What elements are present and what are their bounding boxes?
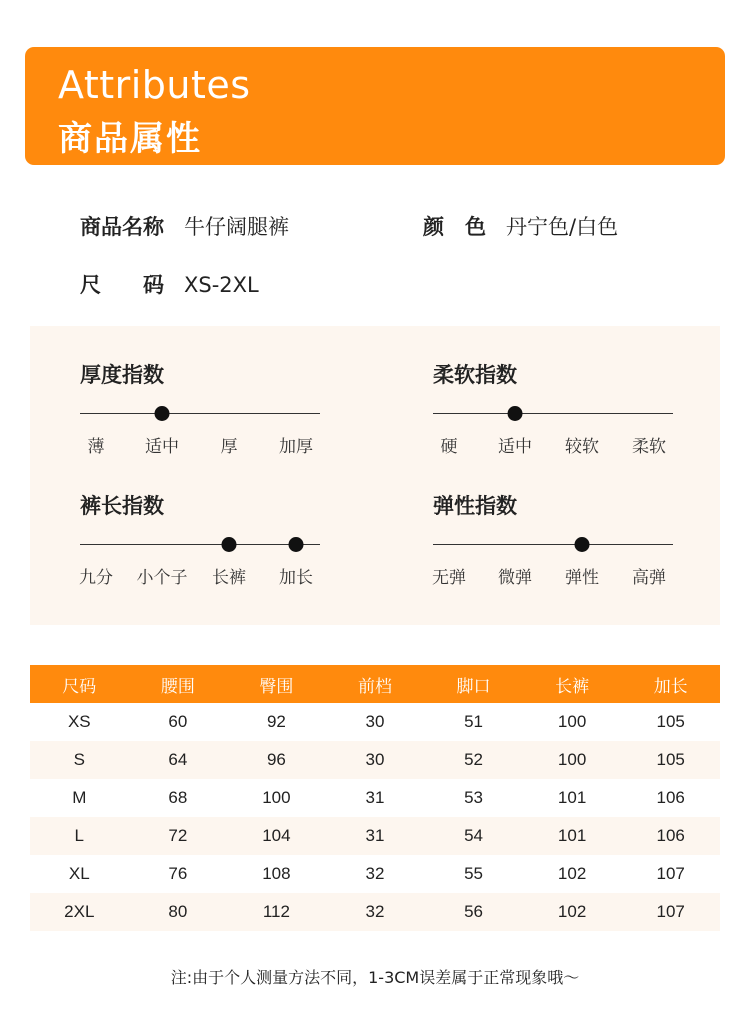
product-name-key: 商品名称: [80, 215, 164, 239]
gauge-marker: [289, 537, 304, 552]
column-header: 前档: [326, 665, 425, 703]
table-cell: 31: [326, 817, 425, 855]
length-gauge: [79, 490, 320, 588]
size-table-body: [30, 703, 720, 931]
attributes-banner: [25, 47, 725, 165]
table-cell: 76: [168, 864, 188, 883]
softness-gauge: [433, 359, 673, 457]
color-value: 丹宁色/白色: [506, 215, 619, 239]
table-cell: 32: [326, 893, 425, 931]
table-row: [30, 741, 720, 779]
table-cell: 100: [262, 788, 291, 807]
gauge-label: 柔软: [632, 437, 666, 457]
gauge-track: [80, 413, 320, 414]
table-cell: 102: [557, 864, 587, 883]
table-cell: S: [30, 741, 129, 779]
table-cell: 53: [464, 788, 483, 807]
table-cell: 96: [227, 741, 326, 779]
table-cell: 105: [621, 741, 720, 779]
table-row: [30, 779, 720, 817]
table-row: [30, 855, 720, 893]
table-cell: 72: [129, 817, 228, 855]
table-cell: M: [72, 788, 87, 807]
gauge-label: 较软: [565, 437, 599, 457]
gauge-marker: [575, 537, 590, 552]
gauge-label: 九分: [79, 568, 113, 588]
gauge-marker: [508, 406, 523, 421]
table-cell: 92: [266, 712, 286, 731]
gauge-title: 柔软指数: [433, 363, 517, 387]
table-cell: 102: [523, 893, 622, 931]
table-cell: 105: [656, 712, 685, 731]
table-cell: L: [30, 817, 129, 855]
size-key: 尺 码: [80, 273, 164, 297]
gauge-label: 加长: [279, 568, 313, 588]
color-row: [423, 211, 618, 241]
table-cell: 54: [424, 817, 523, 855]
gauge-title: 厚度指数: [80, 363, 164, 387]
measurement-note: 注:由于个人测量方法不同，1-3CM误差属于正常现象哦～: [170, 968, 580, 987]
table-cell: 52: [424, 741, 523, 779]
table-cell: 100: [557, 712, 587, 731]
column-header: 长裤: [523, 665, 622, 703]
table-cell: 55: [464, 864, 483, 883]
table-cell: 56: [424, 893, 523, 931]
column-header: 臀围: [227, 665, 326, 703]
table-cell: 2XL: [30, 893, 129, 931]
table-row: [30, 893, 720, 931]
table-cell: 107: [656, 864, 685, 883]
table-row: [30, 817, 720, 855]
gauge-label: 微弹: [498, 568, 532, 588]
table-cell: 30: [365, 712, 385, 731]
color-key: 颜 色: [423, 215, 486, 239]
table-cell: XS: [67, 712, 91, 731]
fabric-index-panel: [30, 326, 720, 625]
size-table-header: [30, 665, 720, 703]
table-row: [30, 703, 720, 741]
gauge-marker: [155, 406, 170, 421]
table-cell: 108: [262, 864, 291, 883]
table-cell: 32: [365, 864, 385, 883]
table-cell: 107: [621, 893, 720, 931]
size-chart-table: [30, 665, 720, 931]
gauge-label: 弹性: [565, 568, 599, 588]
gauge-label: 长裤: [212, 568, 246, 588]
table-cell: 112: [227, 893, 326, 931]
gauge-track: [433, 413, 673, 414]
thickness-gauge: [80, 359, 320, 457]
gauge-marker: [222, 537, 237, 552]
banner-title-en: Attributes: [58, 63, 251, 107]
table-cell: 101: [523, 817, 622, 855]
product-name-row: [80, 211, 289, 241]
gauge-label: 小个子: [136, 568, 188, 588]
table-cell: XL: [68, 864, 90, 883]
banner-title-cn: 商品属性: [58, 119, 202, 159]
gauge-label: 适中: [498, 437, 532, 457]
column-header: 腰围: [129, 665, 228, 703]
elasticity-gauge: [432, 490, 673, 588]
gauge-track: [80, 544, 320, 545]
table-cell: 80: [129, 893, 228, 931]
table-cell: 104: [227, 817, 326, 855]
gauge-label: 薄: [87, 437, 105, 457]
gauge-track: [433, 544, 673, 545]
gauge-label: 硬: [440, 437, 458, 457]
gauge-label: 高弹: [632, 568, 666, 588]
gauge-label: 厚: [220, 437, 238, 457]
column-header: 脚口: [424, 665, 523, 703]
size-row: [80, 269, 259, 299]
table-cell: 30: [326, 741, 425, 779]
table-cell: 68: [168, 788, 188, 807]
table-cell: 60: [168, 712, 188, 731]
gauge-title: 弹性指数: [433, 494, 517, 518]
table-cell: 51: [464, 712, 483, 731]
table-cell: 106: [621, 817, 720, 855]
table-cell: 101: [557, 788, 587, 807]
gauge-label: 无弹: [432, 568, 466, 588]
gauge-label: 加厚: [279, 437, 313, 457]
table-cell: 106: [656, 788, 685, 807]
table-cell: 64: [129, 741, 228, 779]
size-value: XS-2XL: [184, 273, 259, 297]
column-header: 加长: [621, 665, 720, 703]
column-header: 尺码: [30, 665, 129, 703]
gauge-label: 适中: [145, 437, 179, 457]
product-name-value: 牛仔阔腿裤: [184, 215, 289, 239]
table-cell: 31: [365, 788, 385, 807]
gauge-title: 裤长指数: [80, 494, 164, 518]
table-cell: 100: [523, 741, 622, 779]
